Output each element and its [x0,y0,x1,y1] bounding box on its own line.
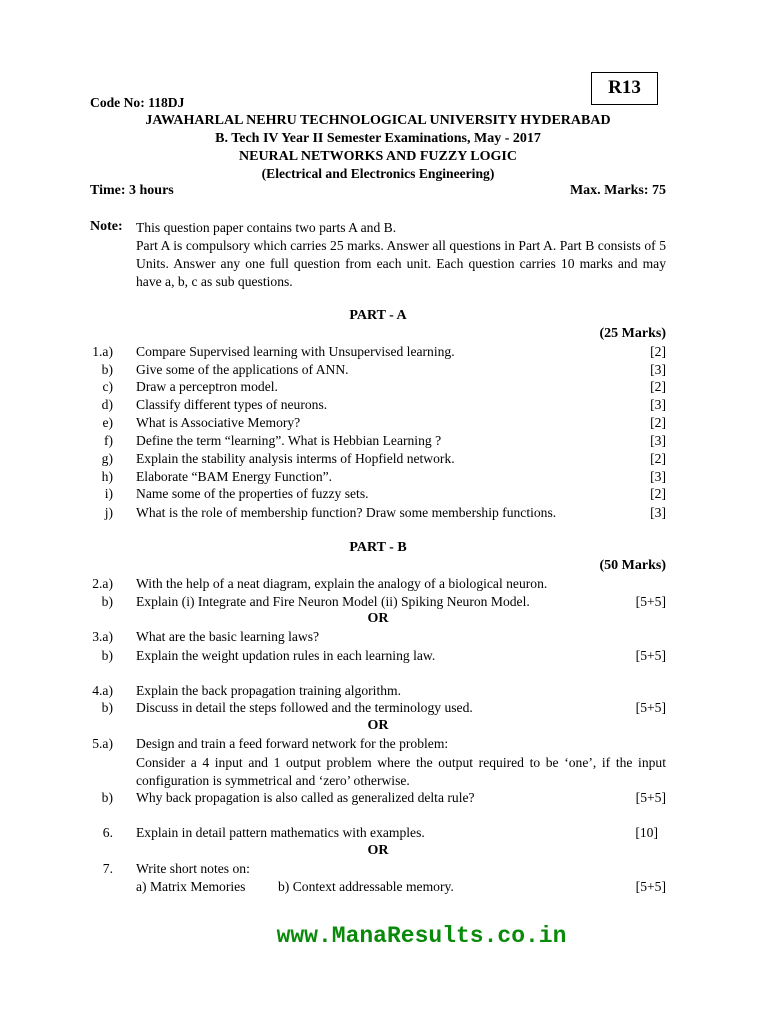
or-divider-unit-3: OR [367,843,389,858]
code-number: Code No: 118DJ [90,95,185,110]
part-a-title: PART - A [349,308,407,323]
exam-title: B. Tech IV Year II Semester Examinations, May - 2017 [215,131,541,146]
or-divider-unit-2: OR [367,718,389,733]
branch-name: (Electrical and Electronics Engineering) [261,166,495,181]
or-divider-unit-1: OR [367,611,389,626]
part-b-marks: (50 Marks) [599,558,666,573]
exam-paper: R13 Code No: 118DJ JAWAHARLAL NEHRU TECHNOLOGICAL UNIVERSITY HYDERABAD B. Tech IV Year II Semester Examinations, May - 2017 NEURAL NETWORKS AND FUZZY LOGIC (Electrical and Electronics Engineering) Time: 3 hours Max. Marks: 75 Note: This question paper contains two parts A and B. Part A is compulsory which carries 25 marks. Answer all questions in Part A. Part B consists of 5 Units. Answer any one full question from each unit. Each question carries 10 marks and may have a, b, c as sub questions. PART - A (25 Marks) 1.a) Compare Supervised learning with Unsupervised learning. [2] b) Give some of the applications of ANN. [3] c) Draw a perceptron model. [2] d) Classify different types of neurons. [3] e) What is Associative Memory? [2] f) Define the term “learning”. What is Hebbian Learning ? [3] g) Explain the stability analysis interms of Hopfield network. [2] h) Elaborate “BAM Energy Function”. [3] i) Name some of the properties of fuzzy sets. [2] j) What is the role of membership function? Draw some membership functions. [3] PART - B (50 Marks) 2.a) With the help of a neat diagram, explain the analogy of a biological neuron. b) Explain (i) Integrate and Fire Neuron Model (ii) Spiking Neuron Model. [5+5] OR 3.a) What are the basic learning laws? b) Explain the weight updation rules in each learning law. [5+5] 4.a) Explain the back propagation training algorithm. b) Discuss in detail the steps followed and the terminology used. [5+5] OR 5.a) Design and train a feed forward network for the problem: Consider a 4 input and 1 output problem where the output required to be ‘one’, if the input configuration is symmetrical and ‘zero’ otherwise. b) Why back propagation is also called as generalized delta rule? [5+5] 6. Explain in detail pattern mathematics with examples. [10] OR 7. Write short notes on: a) Matrix Memories b) Context addressable memory. [5+5] www.ManaResults.co.in [0,0,768,1024]
note-line-1: This question paper contains two parts A and B. [136,220,397,235]
subject-title: NEURAL NETWORKS AND FUZZY LOGIC [239,149,517,164]
note-line-2: Part A is compulsory which carries 25 marks. Answer all questions in Part A. Part B consists of 5 Units. Answer any one full question from each unit. Each question carries 10 marks and may have a, b, c as sub questions. [136,238,666,289]
university-name: JAWAHARLAL NEHRU TECHNOLOGICAL UNIVERSITY HYDERABAD [145,113,611,128]
time-allowed: Time: 3 hours [90,183,174,198]
footer-website-link[interactable]: www.ManaResults.co.in [276,923,567,949]
regulation-badge: R13 [591,72,658,105]
part-b-title: PART - B [349,540,407,555]
max-marks: Max. Marks: 75 [569,183,666,198]
question-5a-body: Consider a 4 input and 1 output problem where the output required to be ‘one’, if the input configuration is symmetrical and ‘zero’ otherwise. [136,755,666,788]
part-a-marks: (25 Marks) [599,326,666,341]
note-label: Note: [90,219,123,234]
